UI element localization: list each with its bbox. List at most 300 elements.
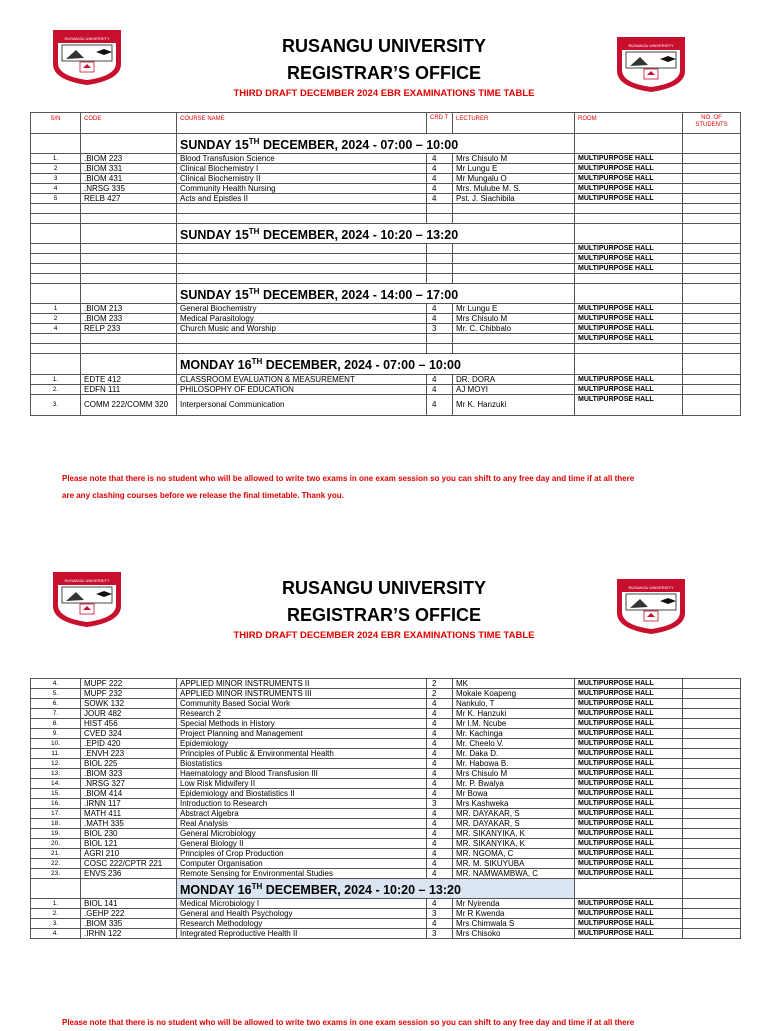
row-course: Remote Sensing for Environmental Studies <box>177 869 427 879</box>
empty-cell <box>81 354 177 374</box>
row-sn: 16. <box>31 799 81 809</box>
table-row <box>31 709 741 719</box>
row-course: Low Risk Midwifery II <box>177 779 427 789</box>
row-lecturer: MR. M. SIKUYUBA <box>453 859 575 869</box>
empty-cell <box>683 274 741 284</box>
row-sn: 4. <box>31 929 81 939</box>
row-code: .NRSG 335 <box>81 184 177 194</box>
row-course: Medical Parasitology <box>177 314 427 324</box>
row-lecturer: Mr Nyirenda <box>453 899 575 909</box>
row-course: Computer Organisation <box>177 859 427 869</box>
empty-cell <box>31 224 81 244</box>
table-row <box>31 839 741 849</box>
row-room: MULTIPURPOSE HALL <box>575 384 683 394</box>
session-day: MONDAY 16 <box>180 358 252 373</box>
empty-cell <box>683 244 741 254</box>
row-students <box>683 809 741 819</box>
row-code: RELB 427 <box>81 194 177 204</box>
empty-cell <box>683 879 741 899</box>
row-lecturer: MK <box>453 679 575 689</box>
row-students <box>683 154 741 164</box>
row-lecturer: Pst. J. Siachibila <box>453 194 575 204</box>
row-students <box>683 779 741 789</box>
empty-cell <box>575 354 683 374</box>
table-row <box>31 799 741 809</box>
timetable-subtitle: THIRD DRAFT DECEMBER 2024 EBR EXAMINATIONS TIME TABLE <box>233 88 535 99</box>
table-row <box>31 384 741 394</box>
row-students <box>683 719 741 729</box>
empty-cell <box>575 274 683 284</box>
empty-cell <box>81 334 177 344</box>
row-room: MULTIPURPOSE HALL <box>575 729 683 739</box>
empty-cell <box>683 284 741 304</box>
row-room: MULTIPURPOSE HALL <box>575 839 683 849</box>
row-code: BIOL 230 <box>81 829 177 839</box>
row-room: MULTIPURPOSE HALL <box>575 324 683 334</box>
col-students: NO. OF STUDENTS <box>683 113 741 134</box>
col-sn: S/N <box>31 113 81 134</box>
row-students <box>683 194 741 204</box>
table-row <box>31 759 741 769</box>
empty-cell <box>31 264 81 274</box>
row-sn: 4 <box>31 184 81 194</box>
row-sn: 2. <box>31 909 81 919</box>
session-heading-row <box>31 134 741 154</box>
row-crd: 4 <box>427 869 453 879</box>
row-room: MULTIPURPOSE HALL <box>575 394 683 415</box>
row-room: MULTIPURPOSE HALL <box>575 849 683 859</box>
row-sn: 1. <box>31 374 81 384</box>
row-room: MULTIPURPOSE HALL <box>575 809 683 819</box>
row-course: Acts and Epistles II <box>177 194 427 204</box>
row-code: .MATH 335 <box>81 819 177 829</box>
empty-cell: MULTIPURPOSE HALL <box>575 264 683 274</box>
row-lecturer: Mokale Koapeng <box>453 689 575 699</box>
row-sn: 8. <box>31 719 81 729</box>
row-sn: 9. <box>31 729 81 739</box>
table-row <box>31 314 741 324</box>
session-heading <box>177 284 575 304</box>
row-sn: 1 <box>31 304 81 314</box>
session-date: DECEMBER, 2024 - <box>259 288 381 303</box>
row-students <box>683 709 741 719</box>
row-course: Project Planning and Management <box>177 729 427 739</box>
timetable-subtitle: THIRD DRAFT DECEMBER 2024 EBR EXAMINATIONS TIME TABLE <box>233 630 535 641</box>
session-heading-row <box>31 284 741 304</box>
empty-cell <box>427 344 453 354</box>
table-row <box>31 929 741 939</box>
session-time: 10:20 – 13:20 <box>380 228 459 243</box>
session-ordinal: TH <box>248 137 260 146</box>
row-course: General Biochemistry <box>177 304 427 314</box>
empty-cell <box>177 274 427 284</box>
blank-row <box>31 254 741 264</box>
row-crd: 4 <box>427 789 453 799</box>
table-row <box>31 739 741 749</box>
row-crd: 3 <box>427 929 453 939</box>
row-lecturer: Mr Bowa <box>453 789 575 799</box>
row-lecturer: Mr. Cheelo V. <box>453 739 575 749</box>
row-course: Haematology and Blood Transfusion III <box>177 769 427 779</box>
empty-cell: MULTIPURPOSE HALL <box>575 244 683 254</box>
row-code: EDFN 111 <box>81 384 177 394</box>
empty-cell <box>683 204 741 214</box>
empty-cell <box>453 334 575 344</box>
row-crd: 4 <box>427 749 453 759</box>
clash-notice <box>62 1014 722 1031</box>
table-row <box>31 829 741 839</box>
row-sn: 23. <box>31 869 81 879</box>
row-room: MULTIPURPOSE HALL <box>575 739 683 749</box>
row-lecturer: Mr. C. Chibbalo <box>453 324 575 334</box>
row-code: MATH 411 <box>81 809 177 819</box>
row-room: MULTIPURPOSE HALL <box>575 194 683 204</box>
row-course: Integrated Reproductive Health II <box>177 929 427 939</box>
row-room: MULTIPURPOSE HALL <box>575 789 683 799</box>
row-lecturer: Mrs Chisulo M <box>453 314 575 324</box>
blank-row <box>31 274 741 284</box>
row-lecturer: Mr I.M. Ncube <box>453 719 575 729</box>
blank-row <box>31 214 741 224</box>
university-name: RUSANGU UNIVERSITY <box>281 36 487 56</box>
row-course: General Microbiology <box>177 829 427 839</box>
table-row <box>31 729 741 739</box>
row-crd: 4 <box>427 779 453 789</box>
session-date: DECEMBER, 2024 - <box>262 358 384 373</box>
empty-cell <box>427 264 453 274</box>
table-row <box>31 184 741 194</box>
notice-line-1: Please note that there is no student who will be allowed to write two exams in one exam session so you can shift to any free day and time if at all there <box>62 474 635 483</box>
row-sn: 3. <box>31 919 81 929</box>
row-course: Epidemiology <box>177 739 427 749</box>
row-room: MULTIPURPOSE HALL <box>575 759 683 769</box>
row-sn: 22. <box>31 859 81 869</box>
row-course: Interpersonal Communication <box>177 394 427 415</box>
row-students <box>683 304 741 314</box>
empty-cell <box>427 244 453 254</box>
row-crd: 4 <box>427 739 453 749</box>
empty-cell <box>31 204 81 214</box>
row-crd: 4 <box>427 729 453 739</box>
empty-cell <box>427 204 453 214</box>
row-crd: 4 <box>427 374 453 384</box>
table-row <box>31 679 741 689</box>
row-students <box>683 869 741 879</box>
row-crd: 4 <box>427 899 453 909</box>
row-room: MULTIPURPOSE HALL <box>575 689 683 699</box>
empty-cell <box>81 224 177 244</box>
row-students <box>683 829 741 839</box>
empty-cell <box>31 134 81 154</box>
empty-cell <box>81 274 177 284</box>
row-course: CLASSROOM EVALUATION & MEASUREMENT <box>177 374 427 384</box>
row-students <box>683 789 741 799</box>
row-lecturer: MR. DAYAKAR, S <box>453 809 575 819</box>
blank-row <box>31 204 741 214</box>
table-row <box>31 919 741 929</box>
empty-cell <box>81 284 177 304</box>
table-row <box>31 719 741 729</box>
row-sn: 17. <box>31 809 81 819</box>
row-crd: 4 <box>427 839 453 849</box>
row-sn: 10. <box>31 739 81 749</box>
empty-cell: MULTIPURPOSE HALL <box>575 334 683 344</box>
empty-cell <box>427 254 453 264</box>
empty-cell <box>683 224 741 244</box>
row-code: .BIOM 213 <box>81 304 177 314</box>
session-day: SUNDAY 15 <box>180 288 249 303</box>
row-course: Community Based Social Work <box>177 699 427 709</box>
table-row <box>31 174 741 184</box>
row-sn: 21. <box>31 849 81 859</box>
row-course: Community Health Nursing <box>177 184 427 194</box>
session-heading <box>177 224 575 244</box>
empty-cell <box>453 254 575 264</box>
row-course: Principles of Public & Environmental Health <box>177 749 427 759</box>
clash-notice <box>62 470 722 504</box>
row-lecturer: Mrs Chisulo M <box>453 769 575 779</box>
row-sn: 4. <box>31 679 81 689</box>
empty-cell: MULTIPURPOSE HALL <box>575 254 683 264</box>
empty-cell <box>177 334 427 344</box>
table-row <box>31 304 741 314</box>
row-course: Abstract Algebra <box>177 809 427 819</box>
row-code: .BIOM 233 <box>81 314 177 324</box>
session-day: SUNDAY 15 <box>180 228 249 243</box>
row-code: .NRSG 327 <box>81 779 177 789</box>
empty-cell <box>575 204 683 214</box>
session-date: DECEMBER, 2024 - <box>259 228 381 243</box>
row-lecturer: Mrs Kashweka <box>453 799 575 809</box>
row-code: CVED 324 <box>81 729 177 739</box>
row-crd: 4 <box>427 184 453 194</box>
row-students <box>683 839 741 849</box>
row-crd: 4 <box>427 759 453 769</box>
empty-cell <box>177 344 427 354</box>
empty-cell <box>177 214 427 224</box>
session-heading-row <box>31 224 741 244</box>
empty-cell <box>427 214 453 224</box>
session-ordinal: TH <box>248 287 260 297</box>
empty-cell <box>453 264 575 274</box>
table-row <box>31 374 741 384</box>
row-code: MUPF 222 <box>81 679 177 689</box>
row-lecturer: Mr Mungalu O <box>453 174 575 184</box>
row-code: BIOL 121 <box>81 839 177 849</box>
row-room: MULTIPURPOSE HALL <box>575 859 683 869</box>
row-students <box>683 849 741 859</box>
row-sn: 1. <box>31 899 81 909</box>
row-sn: 4 <box>31 324 81 334</box>
row-students <box>683 729 741 739</box>
row-crd: 4 <box>427 384 453 394</box>
row-sn: 3 <box>31 174 81 184</box>
office-name: REGISTRAR’S OFFICE <box>286 63 481 83</box>
col-crd: CRD T <box>427 113 453 134</box>
empty-cell <box>683 334 741 344</box>
row-code: BIOL 141 <box>81 899 177 909</box>
empty-cell <box>177 264 427 274</box>
table-row <box>31 859 741 869</box>
empty-cell <box>575 134 683 154</box>
row-sn: 2 <box>31 314 81 324</box>
row-crd: 4 <box>427 304 453 314</box>
row-room: MULTIPURPOSE HALL <box>575 374 683 384</box>
timetable-table <box>30 678 741 939</box>
empty-cell <box>683 254 741 264</box>
row-sn: 14. <box>31 779 81 789</box>
empty-cell <box>31 879 81 899</box>
notice-line-2: are any clashing courses before we release the final timetable. Thank you. <box>62 491 344 500</box>
row-room: MULTIPURPOSE HALL <box>575 799 683 809</box>
col-course: COURSE NAME <box>177 113 427 134</box>
row-code: .BIOM 431 <box>81 174 177 184</box>
row-code: .EPID 420 <box>81 739 177 749</box>
empty-cell <box>453 344 575 354</box>
row-students <box>683 759 741 769</box>
row-room: MULTIPURPOSE HALL <box>575 164 683 174</box>
empty-cell <box>177 244 427 254</box>
session-day: MONDAY 16 <box>180 883 252 898</box>
empty-cell <box>81 204 177 214</box>
row-room: MULTIPURPOSE HALL <box>575 184 683 194</box>
row-crd: 4 <box>427 174 453 184</box>
row-students <box>683 769 741 779</box>
row-course: Epidemiology and Biostatistics II <box>177 789 427 799</box>
row-code: MUPF 232 <box>81 689 177 699</box>
row-course: Blood Transfusion Science <box>177 154 427 164</box>
row-lecturer: Mr K. Hanzuki <box>453 394 575 415</box>
row-students <box>683 929 741 939</box>
table-row <box>31 749 741 759</box>
row-room: MULTIPURPOSE HALL <box>575 154 683 164</box>
empty-cell <box>31 344 81 354</box>
row-students <box>683 739 741 749</box>
row-students <box>683 899 741 909</box>
session-heading <box>177 354 575 374</box>
row-crd: 4 <box>427 719 453 729</box>
row-lecturer: Mrs. Mulube M. S. <box>453 184 575 194</box>
empty-cell <box>31 274 81 284</box>
col-room: ROOM <box>575 113 683 134</box>
empty-cell <box>31 244 81 254</box>
row-course: Clinical Biochemistry II <box>177 174 427 184</box>
table-row <box>31 689 741 699</box>
table-row <box>31 394 741 415</box>
row-room: MULTIPURPOSE HALL <box>575 719 683 729</box>
row-crd: 3 <box>427 909 453 919</box>
row-room: MULTIPURPOSE HALL <box>575 314 683 324</box>
row-room: MULTIPURPOSE HALL <box>575 819 683 829</box>
table-row <box>31 769 741 779</box>
row-sn: 3. <box>31 394 81 415</box>
session-heading <box>177 134 575 154</box>
empty-cell <box>31 254 81 264</box>
col-code: CODE <box>81 113 177 134</box>
row-room: MULTIPURPOSE HALL <box>575 919 683 929</box>
empty-cell <box>427 334 453 344</box>
session-ordinal: TH <box>248 227 260 237</box>
row-course: APPLIED MINOR INSTRUMENTS II <box>177 679 427 689</box>
row-room: MULTIPURPOSE HALL <box>575 679 683 689</box>
table-row <box>31 789 741 799</box>
row-course: Biostatistics <box>177 759 427 769</box>
empty-cell <box>31 214 81 224</box>
blank-row <box>31 264 741 274</box>
empty-cell <box>81 344 177 354</box>
empty-cell <box>81 214 177 224</box>
row-students <box>683 749 741 759</box>
row-room: MULTIPURPOSE HALL <box>575 829 683 839</box>
empty-cell <box>177 254 427 264</box>
row-lecturer: Mr. Kachinga <box>453 729 575 739</box>
session-ordinal: TH <box>251 357 263 367</box>
row-lecturer: Mrs Chisulo M <box>453 154 575 164</box>
row-students <box>683 819 741 829</box>
row-room: MULTIPURPOSE HALL <box>575 304 683 314</box>
session-heading <box>177 879 575 899</box>
row-course: Introduction to Research <box>177 799 427 809</box>
row-students <box>683 799 741 809</box>
empty-cell <box>683 264 741 274</box>
empty-cell <box>575 214 683 224</box>
empty-cell <box>31 284 81 304</box>
table-row <box>31 699 741 709</box>
empty-cell <box>575 879 683 899</box>
row-sn: 5. <box>31 689 81 699</box>
row-course: General and Health Psychology <box>177 909 427 919</box>
empty-cell <box>81 254 177 264</box>
empty-cell <box>683 354 741 374</box>
row-students <box>683 184 741 194</box>
row-code: .BIOM 414 <box>81 789 177 799</box>
row-sn: 2. <box>31 384 81 394</box>
table-row <box>31 154 741 164</box>
row-lecturer: MR. DAYAKAR, S <box>453 819 575 829</box>
row-crd: 4 <box>427 194 453 204</box>
empty-cell <box>453 274 575 284</box>
empty-cell <box>575 224 683 244</box>
row-sn: 20. <box>31 839 81 849</box>
row-code: EDTE 412 <box>81 374 177 384</box>
row-code: ENVS 236 <box>81 869 177 879</box>
row-students <box>683 384 741 394</box>
row-crd: 4 <box>427 769 453 779</box>
row-lecturer: Nankulo, T <box>453 699 575 709</box>
row-lecturer: MR. SIKANYIKA, K <box>453 839 575 849</box>
row-lecturer: Mr K. Hanzuki <box>453 709 575 719</box>
row-room: MULTIPURPOSE HALL <box>575 869 683 879</box>
table-row <box>31 819 741 829</box>
row-students <box>683 394 741 415</box>
row-room: MULTIPURPOSE HALL <box>575 699 683 709</box>
row-lecturer: DR. DORA <box>453 374 575 384</box>
row-code: .BIOM 335 <box>81 919 177 929</box>
empty-cell <box>81 244 177 254</box>
table-row <box>31 849 741 859</box>
row-code: BIOL 225 <box>81 759 177 769</box>
row-code: AGRI 210 <box>81 849 177 859</box>
empty-cell <box>453 204 575 214</box>
empty-cell <box>683 214 741 224</box>
row-students <box>683 314 741 324</box>
row-room: MULTIPURPOSE HALL <box>575 769 683 779</box>
row-students <box>683 164 741 174</box>
row-code: .BIOM 323 <box>81 769 177 779</box>
empty-cell <box>31 354 81 374</box>
row-course: PHILOSOPHY OF EDUCATION <box>177 384 427 394</box>
row-lecturer: Mr. Habowa B. <box>453 759 575 769</box>
